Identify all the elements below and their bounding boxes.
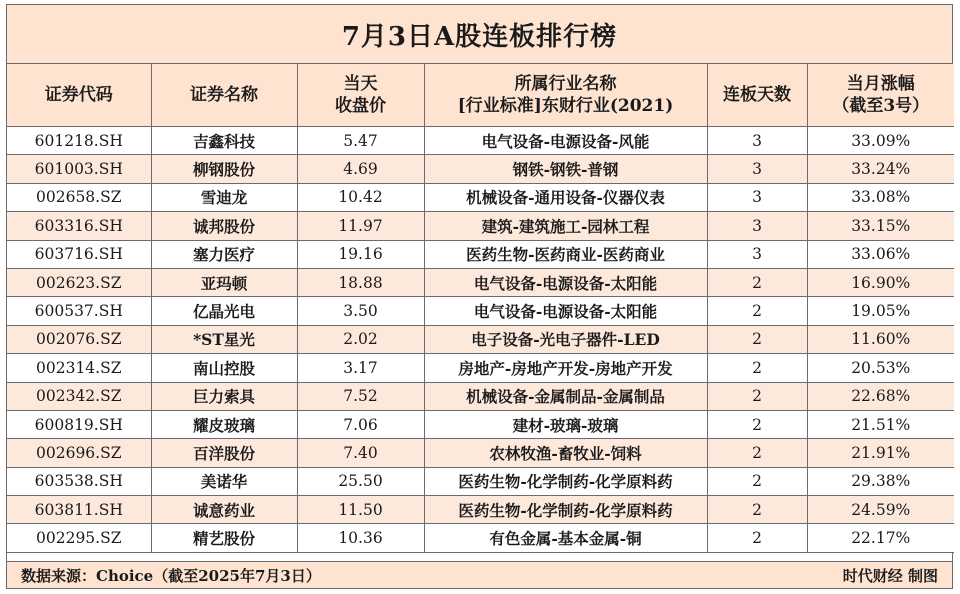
cell-name: 柳钢股份	[151, 155, 297, 183]
table-row	[7, 297, 954, 325]
cell-price: 3.17	[297, 354, 424, 382]
cell-change: 33.24%	[807, 155, 954, 183]
cell-code: 603811.SH	[7, 496, 151, 524]
cell-code: 002696.SZ	[7, 439, 151, 467]
cell-change: 33.15%	[807, 212, 954, 240]
cell-industry: 电气设备-电源设备-太阳能	[424, 268, 707, 296]
cell-days: 2	[707, 382, 807, 410]
cell-days: 3	[707, 183, 807, 211]
cell-change: 21.51%	[807, 410, 954, 438]
ranking-table	[7, 64, 954, 553]
cell-name: 雪迪龙	[151, 183, 297, 211]
cell-price: 5.47	[297, 127, 424, 155]
cell-change: 33.09%	[807, 127, 954, 155]
cell-change: 22.68%	[807, 382, 954, 410]
cell-industry: 机械设备-通用设备-仪器仪表	[424, 183, 707, 211]
table-row	[7, 410, 954, 438]
cell-name: *ST星光	[151, 325, 297, 353]
cell-change: 21.91%	[807, 439, 954, 467]
cell-price: 11.97	[297, 212, 424, 240]
cell-code: 601218.SH	[7, 127, 151, 155]
cell-price: 18.88	[297, 268, 424, 296]
cell-code: 002342.SZ	[7, 382, 151, 410]
cell-price: 4.69	[297, 155, 424, 183]
cell-name: 百洋股份	[151, 439, 297, 467]
cell-industry: 机械设备-金属制品-金属制品	[424, 382, 707, 410]
footer	[7, 561, 952, 588]
cell-code: 600819.SH	[7, 410, 151, 438]
cell-code: 603716.SH	[7, 240, 151, 268]
table-row	[7, 240, 954, 268]
cell-name: 诚邦股份	[151, 212, 297, 240]
cell-change: 22.17%	[807, 524, 954, 552]
page-title: 7月3日A股连板排行榜	[7, 5, 952, 64]
credit-note: 时代财经 制图	[842, 566, 938, 585]
ranking-card	[6, 4, 953, 589]
header-days: 连板天数	[707, 64, 807, 127]
cell-price: 25.50	[297, 467, 424, 495]
header-code: 证券代码	[7, 64, 151, 127]
cell-code: 002295.SZ	[7, 524, 151, 552]
cell-name: 美诺华	[151, 467, 297, 495]
cell-days: 2	[707, 467, 807, 495]
cell-industry: 农林牧渔-畜牧业-饲料	[424, 439, 707, 467]
table-row	[7, 354, 954, 382]
cell-days: 3	[707, 240, 807, 268]
cell-price: 3.50	[297, 297, 424, 325]
cell-days: 3	[707, 127, 807, 155]
cell-industry: 医药生物-化学制药-化学原料药	[424, 467, 707, 495]
cell-name: 塞力医疗	[151, 240, 297, 268]
cell-code: 601003.SH	[7, 155, 151, 183]
cell-industry: 电子设备-光电子器件-LED	[424, 325, 707, 353]
cell-industry: 钢铁-钢铁-普钢	[424, 155, 707, 183]
cell-name: 吉鑫科技	[151, 127, 297, 155]
header-price: 当天 收盘价	[297, 64, 424, 127]
cell-price: 19.16	[297, 240, 424, 268]
cell-industry: 医药生物-医药商业-医药商业	[424, 240, 707, 268]
cell-industry: 建材-玻璃-玻璃	[424, 410, 707, 438]
cell-name: 南山控股	[151, 354, 297, 382]
cell-days: 2	[707, 524, 807, 552]
cell-code: 600537.SH	[7, 297, 151, 325]
cell-code: 002314.SZ	[7, 354, 151, 382]
cell-change: 19.05%	[807, 297, 954, 325]
table-row	[7, 524, 954, 552]
cell-change: 29.38%	[807, 467, 954, 495]
cell-change: 24.59%	[807, 496, 954, 524]
cell-days: 2	[707, 297, 807, 325]
cell-price: 11.50	[297, 496, 424, 524]
cell-industry: 房地产-房地产开发-房地产开发	[424, 354, 707, 382]
cell-code: 002658.SZ	[7, 183, 151, 211]
cell-days: 2	[707, 354, 807, 382]
table-row	[7, 496, 954, 524]
cell-code: 002076.SZ	[7, 325, 151, 353]
cell-industry: 电气设备-电源设备-太阳能	[424, 297, 707, 325]
cell-code: 603316.SH	[7, 212, 151, 240]
cell-days: 2	[707, 439, 807, 467]
table-body	[7, 127, 954, 553]
cell-price: 7.52	[297, 382, 424, 410]
cell-industry: 建筑-建筑施工-园林工程	[424, 212, 707, 240]
table-row	[7, 127, 954, 155]
table-row	[7, 268, 954, 296]
cell-name: 诚意药业	[151, 496, 297, 524]
cell-price: 10.42	[297, 183, 424, 211]
cell-price: 7.06	[297, 410, 424, 438]
table-row	[7, 155, 954, 183]
table-row	[7, 467, 954, 495]
cell-change: 33.06%	[807, 240, 954, 268]
cell-code: 603538.SH	[7, 467, 151, 495]
cell-name: 亿晶光电	[151, 297, 297, 325]
cell-name: 巨力索具	[151, 382, 297, 410]
cell-days: 2	[707, 496, 807, 524]
cell-name: 精艺股份	[151, 524, 297, 552]
cell-days: 2	[707, 410, 807, 438]
cell-price: 10.36	[297, 524, 424, 552]
cell-price: 7.40	[297, 439, 424, 467]
header-name: 证券名称	[151, 64, 297, 127]
table-row	[7, 183, 954, 211]
cell-days: 3	[707, 155, 807, 183]
header-change: 当月涨幅 （截至3号）	[807, 64, 954, 127]
table-row	[7, 439, 954, 467]
cell-days: 3	[707, 212, 807, 240]
cell-code: 002623.SZ	[7, 268, 151, 296]
cell-price: 2.02	[297, 325, 424, 353]
cell-change: 20.53%	[807, 354, 954, 382]
cell-industry: 电气设备-电源设备-风能	[424, 127, 707, 155]
cell-change: 11.60%	[807, 325, 954, 353]
table-row	[7, 325, 954, 353]
table-row	[7, 382, 954, 410]
table-row	[7, 212, 954, 240]
cell-days: 2	[707, 325, 807, 353]
data-source-note: 数据来源：Choice（截至2025年7月3日）	[21, 566, 321, 585]
cell-industry: 有色金属-基本金属-铜	[424, 524, 707, 552]
header-industry: 所属行业名称 [行业标准]东财行业(2021)	[424, 64, 707, 127]
cell-days: 2	[707, 268, 807, 296]
table-header-row	[7, 64, 954, 127]
cell-name: 耀皮玻璃	[151, 410, 297, 438]
cell-change: 16.90%	[807, 268, 954, 296]
cell-name: 亚玛顿	[151, 268, 297, 296]
cell-industry: 医药生物-化学制药-化学原料药	[424, 496, 707, 524]
cell-change: 33.08%	[807, 183, 954, 211]
